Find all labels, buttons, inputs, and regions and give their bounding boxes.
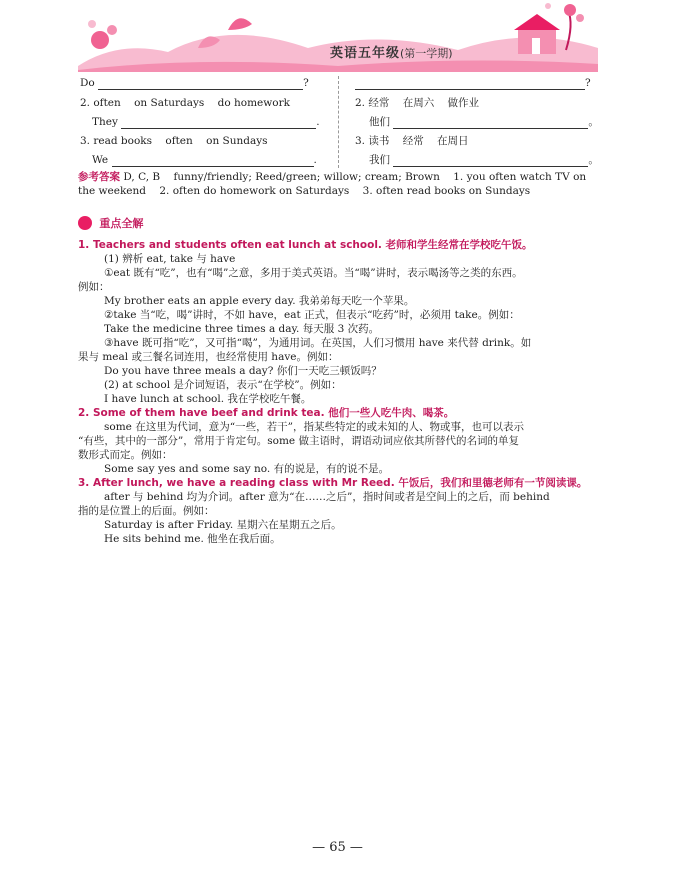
exercise-row: 2. often on Saturdays do homework xyxy=(80,97,290,109)
body-line: 数形式而定。例如： xyxy=(78,449,173,461)
answer-blank[interactable] xyxy=(98,89,303,90)
header-banner-decoration xyxy=(78,0,598,72)
column-divider xyxy=(338,76,339,168)
example-line: Do you have three meals a day? 你们一天吃三顿饭吗？ xyxy=(104,365,382,377)
exercise-row: 我们 。 xyxy=(369,154,599,166)
example-line: I have lunch at school. 我在学校吃午餐。 xyxy=(104,393,312,405)
body-line: (2) at school 是介词短语，表示“在学校”。例如： xyxy=(104,379,342,391)
example-line: He sits behind me. 他坐在我后面。 xyxy=(104,533,281,545)
body-line: ②take 当“吃，喝”讲时，不如 have，eat 正式，但表示“吃药”时，必须用 take。例如： xyxy=(104,309,520,321)
example-line: Saturday is after Friday. 星期六在星期五之后。 xyxy=(104,519,342,531)
exercise-row: We . xyxy=(92,154,317,166)
body-line: 果与 meal 或三餐名词连用，也经常使用 have。例如： xyxy=(78,351,339,363)
page-header xyxy=(78,0,598,72)
answer-blank[interactable] xyxy=(112,166,314,167)
body-line: after 与 behind 均为介词。after 意为“在……之后”，指时间或者是空间上的之后，而 behind xyxy=(104,491,550,503)
example-line: Take the medicine three times a day. 每天服 3 次药。 xyxy=(104,323,380,335)
answer-line xyxy=(78,184,598,198)
body-line: 例如： xyxy=(78,281,110,293)
exercise-row: 3. read books often on Sundays xyxy=(80,135,268,147)
page-number: — 65 — xyxy=(312,840,363,855)
exercise-row: 3. 读书 经常 在周日 xyxy=(355,135,469,147)
body-line: “有些，其中的一部分”，常用于肯定句。some 做主语时，谓语动词应依其所替代的名词的单复 xyxy=(78,435,519,447)
answer-blank[interactable] xyxy=(393,128,588,129)
body-line: some 在这里为代词，意为“一些，若干”，指某些特定的或未知的人、物或事，也可以表示 xyxy=(104,421,524,433)
heading-bullet-icon xyxy=(78,216,92,230)
point-title: 3. After lunch, we have a reading class with Mr Reed. 午饭后，我们和里德老师有一节阅读课。 xyxy=(78,477,588,489)
answer-blank[interactable] xyxy=(121,128,316,129)
exercise-left-column xyxy=(80,76,330,172)
book-title: 英语五年级 xyxy=(330,46,401,61)
body-line: ③have 既可指“吃”，又可指“喝”，为通用词。在英国，人们习惯用 have 来代替 drink。如 xyxy=(104,337,532,349)
exercise-row: They . xyxy=(92,116,320,128)
example-line: My brother eats an apple every day. 我弟弟每天吃一个苹果。 xyxy=(104,295,415,307)
answer-label: 参考答案 xyxy=(78,171,120,183)
example-line: Some say yes and some say no. 有的说是，有的说不是。 xyxy=(104,463,390,475)
exercise-row: 2. 经常 在周六 做作业 xyxy=(355,97,480,109)
reference-answer xyxy=(78,170,598,198)
answer-text: D, C, B funny/friendly; Reed/green; willow; cream; Brown 1. you often watch TV on xyxy=(123,171,587,183)
exercise-row: ? xyxy=(355,76,600,95)
point-title: 2. Some of them have beef and drink tea. 他们一些人吃牛肉、喝茶。 xyxy=(78,407,455,419)
exercise-row: 他们 。 xyxy=(369,116,599,128)
key-points-title: 重点全解 xyxy=(99,217,144,230)
header-title xyxy=(330,42,453,61)
answer-text: the weekend 2. often do homework on Saturdays 3. often read books on Sundays xyxy=(78,185,531,197)
answer-blank[interactable] xyxy=(355,89,585,90)
point-title: 1. Teachers and students often eat lunch at school. 老师和学生经常在学校吃午饭。 xyxy=(78,239,533,251)
key-points-heading xyxy=(78,215,143,235)
book-subtitle: (第一学期) xyxy=(400,47,453,60)
answer-blank[interactable] xyxy=(393,166,588,167)
body-line: ①eat 既有“吃”，也有“喝”之意，多用于美式英语。当“喝”讲时，表示喝汤等之类的东西。 xyxy=(104,267,523,279)
exercise-right-column xyxy=(355,76,600,172)
answer-line xyxy=(78,170,598,184)
key-points-body xyxy=(78,238,598,546)
body-line: (1) 辨析 eat, take 与 have xyxy=(104,253,236,265)
exercise-row: Do ? xyxy=(80,77,309,89)
body-line: 指的是位置上的后面。例如： xyxy=(78,505,215,517)
